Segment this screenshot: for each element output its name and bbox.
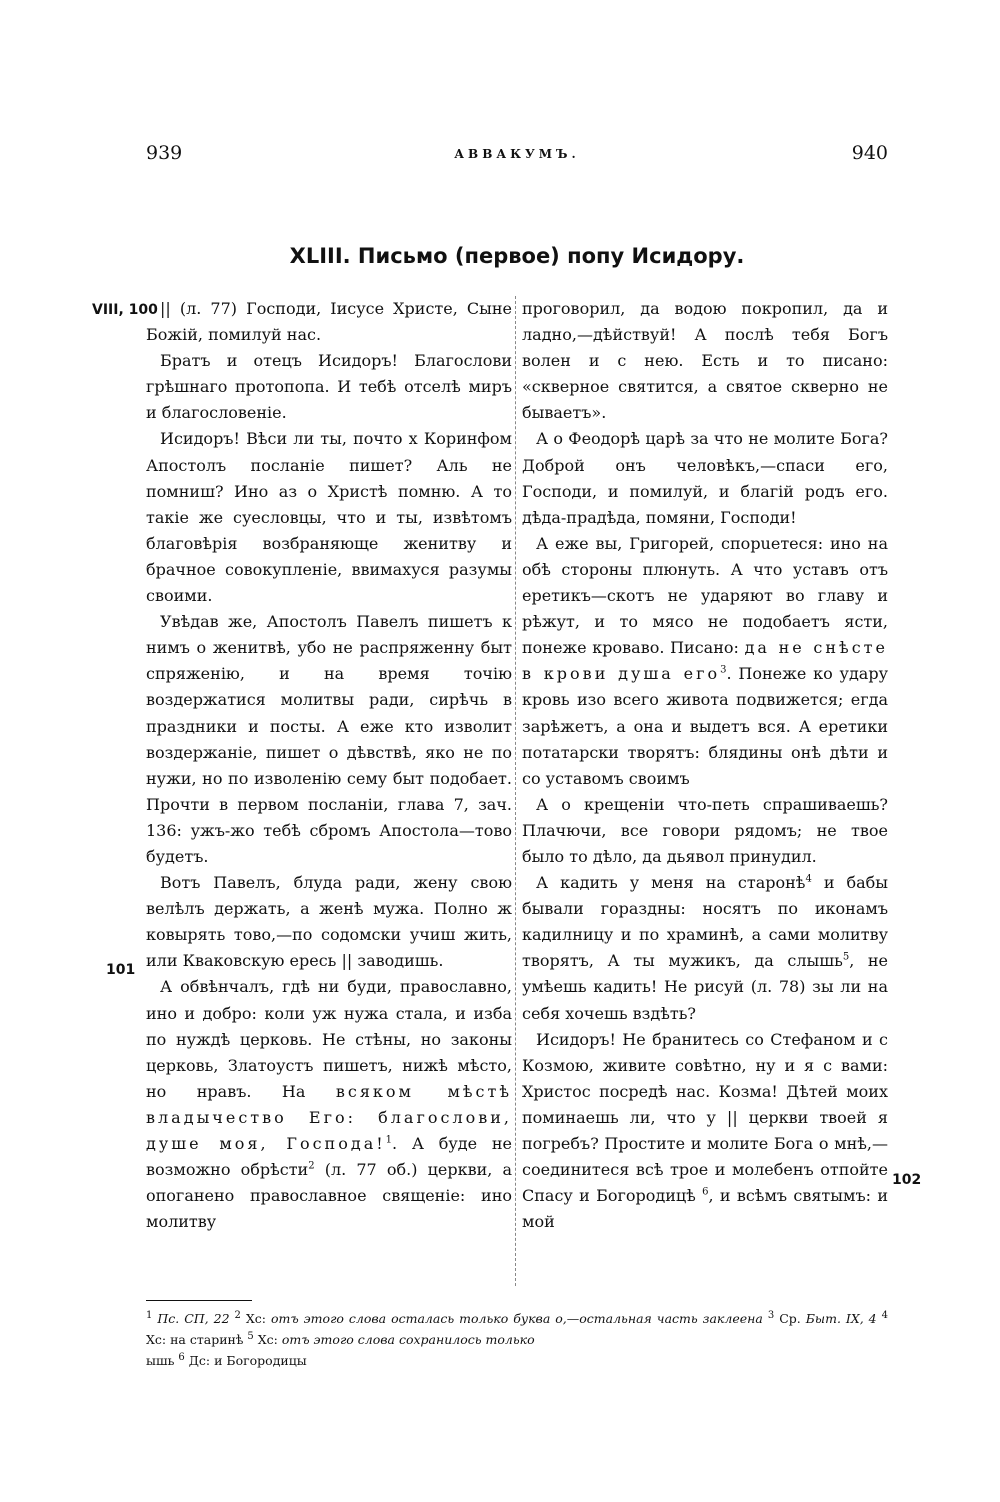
footnotes <box>146 1308 888 1371</box>
paragraph: || (л. 77) Господи, Іисусе Христе, Сыне Божій, помилуй нас. <box>146 299 512 345</box>
text-run: А еже вы, Григорей, спорuетеся: ино на обѣ стороны плюнуть. А что уставъ отъ еретикъ—скотъ не ударяют во главу и рѣжут, и то мясо не подобаетъ ясти, понеже кроваво. Писано: <box>522 533 888 658</box>
running-title: АВВАКУМЪ. <box>454 147 580 161</box>
paragraph: А о Феодорѣ царѣ за что не молите Бога? Доброй онъ человѣкъ,—спаси его, Господи, и помилуй, и благій родъ его. дѣда-прадѣда, помяни, Господи! <box>522 429 888 527</box>
paragraph: А о крещеніи что-петь спрашиваешь? Плачючи, все говори рядомъ; не твое было то дѣло, да дьявол принудил. <box>522 794 888 866</box>
text-run: , и всѣмъ святымъ: и мой <box>522 1186 888 1232</box>
paragraph <box>522 531 888 792</box>
footnote-text: Дс: и Богородицы <box>188 1353 307 1368</box>
footnote-number: 3 <box>767 1309 775 1321</box>
footnote-number: 6 <box>178 1351 185 1363</box>
margin-ref-101: 101 <box>106 962 136 978</box>
page-number-left: 939 <box>146 142 183 164</box>
footnote-text: Ср. <box>779 1311 801 1326</box>
spaced-quotation: да не снѣсте в крови душа его <box>522 638 888 684</box>
text-run: А обвѣнчалъ, гдѣ ни буди, православно, ино и добро: коли уж нужа стала, и изба по нуждѣ церковь. Не стѣны, но законы церковь, Златоустъ пишетъ, нижѣ мѣсто, но нравъ. На <box>146 977 512 1101</box>
footnote-number: 5 <box>247 1330 254 1342</box>
footnote-ref: Быт. IX, 4 <box>805 1311 877 1326</box>
column-left <box>146 296 512 1235</box>
text-run: (л. 77 об.) церкви, а опоганено православное священіе: ино молитву <box>146 1160 513 1232</box>
footnote-marker: 6 <box>702 1186 709 1198</box>
text-run: и бабы бывали гораздны: носятъ по иконамъ кадилницу и по храминѣ, а сами молитву творятъ, А ты мужикъ, да слышь <box>522 873 889 971</box>
footnote-source: Хс: <box>245 1311 267 1326</box>
spaced-quotation: всяком мѣстѣ владычество Его: благослови, душе моя, Господа! <box>146 1081 512 1153</box>
paragraph: Вотъ Павелъ, блуда ради, жену свою велѣлъ держать, а женѣ мужа. Полно ж ковырять тово,—по содомски учиш жить, или Кваковскую ересь || заводишь. <box>146 873 512 971</box>
footnote-ref: Пс. СП, 22 <box>157 1311 230 1326</box>
text-run: Исидоръ! Не бранитесь со Стефаном и с Козмою, живите совѣтно, ну и я с вами: Христос посредѣ нас. Козма! Дѣтей моих поминаешь ли, что у || церкви твоей я погребъ? Простите и молите Бога о мнѣ,—соединитеся всѣ трое и молебенъ отпойте Спасу и Богородицѣ <box>522 1029 888 1206</box>
margin-ref-viii-100: VIII, 100 <box>92 302 158 318</box>
text-run: . А буде не возможно обрѣсти <box>146 1134 512 1180</box>
footnote-marker: 3 <box>720 664 727 676</box>
paragraph: Исидоръ! Вѣси ли ты, почто х Коринфом Апостолъ посланіе пишет? Аль не помниш? Ино аз о Христѣ помню. А то такіе же суесловцы, что и ты, извѣтомъ благовѣрія возбраняюще женитву и брачное совокупленіе, ввимахуся разумы своими. <box>146 429 512 606</box>
footnote-marker: 5 <box>842 952 850 964</box>
footnote-text: отъ этого слова осталась только буква о,—остальная часть заклеена <box>271 1311 763 1326</box>
footnote-number: 4 <box>881 1309 888 1321</box>
footnote-marker: 1 <box>385 1134 393 1146</box>
footnote-marker: 4 <box>805 873 812 885</box>
margin-ref-102: 102 <box>892 1172 922 1188</box>
paragraph <box>522 1027 888 1236</box>
running-head <box>146 142 888 166</box>
footnote-text: Хс: на старинѣ <box>146 1332 244 1347</box>
footnote-rule <box>146 1300 252 1301</box>
column-divider <box>515 296 516 1286</box>
footnote-text: отъ этого слова сохранилось только <box>281 1332 535 1347</box>
text-run: А кадить у меня на старонѣ <box>536 873 806 893</box>
footnote-source: Хс: <box>257 1332 278 1347</box>
page-number-right: 940 <box>851 142 888 164</box>
paragraph: проговорил, да водою покропил, да и ладно,—дѣйствуй! А послѣ тебя Богъ волен и с нею. Есть и то писано: «скверное святится, а святое скверно не бываетъ». <box>522 299 888 423</box>
paragraph: Братъ и отецъ Исидоръ! Благослови грѣшнаго протопопа. И тебѣ отселѣ миръ и благословеніе. <box>146 351 512 423</box>
column-right <box>522 296 888 1235</box>
footnote-number: 1 <box>146 1309 153 1321</box>
footnote-number: 2 <box>234 1309 241 1321</box>
paragraph <box>146 974 512 1235</box>
text-run: . Понеже ко удару кровь изо всего живота подвижется; егда зарѣжетъ, а она и выдетъ вся. А еретики потатарски творятъ: блядины онѣ дѣти и со уставомъ своимъ <box>522 664 888 788</box>
paragraph <box>522 870 888 1027</box>
footnote-text: ышь <box>146 1353 175 1368</box>
paragraph: Увѣдав же, Апостолъ Павелъ пишетъ к нимъ о женитвѣ, убо не распряженну быт спряженію, и на время точію воздержатися молитвы ради, сирѣчь в праздники и посты. А еже кто изволит воздержаніе, пишет о дѣвствѣ, яко не по нужи, но по изволенію сему быт подобает. Прочти в первом посланіи, глава 7, зач. 136: ужъ-жо тебѣ сбромъ Апостола—тово будетъ. <box>146 612 512 866</box>
text-run: , не умѣешь кадить! Не рисуй (л. 78) зы ли на себя хочешь вздѣть? <box>522 951 889 1023</box>
document-title: XLIII. Письмо (первое) попу Исидору. <box>289 244 745 268</box>
footnote-marker: 2 <box>308 1160 315 1172</box>
